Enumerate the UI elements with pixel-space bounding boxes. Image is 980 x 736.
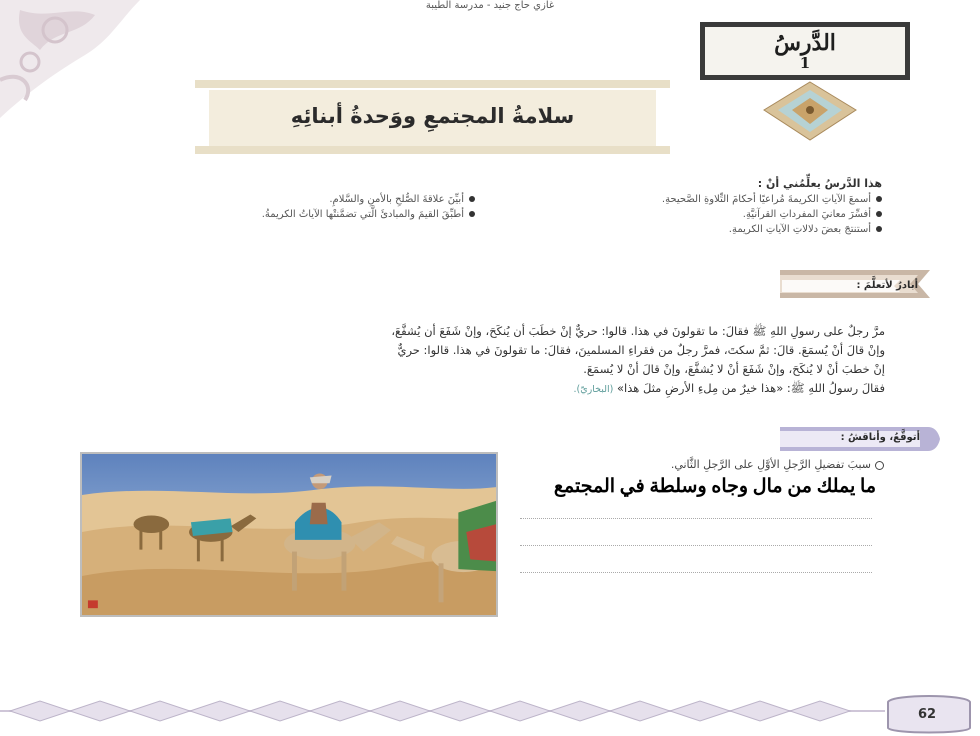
lesson-box <box>700 22 910 80</box>
hadith-line: إنْ خطبَ أنْ لا يُنكَحَ، وإنْ شَفَعَ أنْ لا يُشفَّعَ، وإنْ قالَ أنْ لا يُسمَعَ. <box>583 362 885 376</box>
objective-item: أبيِّنَ علاقةَ الصُّلحِ بالأمنِ والسَّلامِ. <box>329 194 475 205</box>
bullet-icon <box>876 211 882 217</box>
lesson-title: سلامةُ المجتمعِ ووَحدةُ أبنائِهِ <box>290 104 575 128</box>
lesson-number: 1 <box>799 54 811 72</box>
answer-line <box>520 572 872 573</box>
answer-line <box>520 518 872 519</box>
objective-item: أستنتجَ بعضَ دلالاتِ الآياتِ الكريمةِ. <box>729 224 882 235</box>
objectives-heading: هذا الدَّرسُ يعلِّمُني أنْ : <box>757 177 882 190</box>
corner-ornament <box>0 0 150 120</box>
discuss-label: أتوقَّعُ، وأناقشُ : <box>840 432 920 443</box>
bullet-icon <box>469 196 475 202</box>
hadith-line: فقالَ رسولُ اللهِ ﷺ: «هذا خيرٌ من مِلءِ الأرضِ مثلَ هذا» (البخاريّ). <box>573 381 885 395</box>
discuss-question: سببَ تفضيلِ الرَّجلِ الأوَّلِ على الرَّجلِ الثَّاني. <box>671 458 884 471</box>
radio-bullet-icon <box>875 461 884 470</box>
objective-item: أطبِّقَ القيمَ والمبادئَ الَّتي تضمَّنتْها الآياتُ الكريمةُ. <box>262 209 475 220</box>
answer-line <box>520 545 872 546</box>
hadith-line: مرَّ رجلٌ على رسولِ اللهِ ﷺ فقالَ: ما تقولونَ في هذا. قالوا: حريٌّ إنْ خطَبَ أن يُنكَحَ، وإنْ شَفَعَ أن يُشفَّعَ، <box>391 324 885 338</box>
lesson-ornament <box>760 80 860 142</box>
footer-ornament-band <box>0 686 980 736</box>
objective-item: أفسِّرَ معانيَ المفرداتِ القرآنيَّةِ. <box>743 209 882 220</box>
answer-text: ما يملك من مال وجاه وسلطة في المجتمع <box>553 476 876 497</box>
bullet-icon <box>876 196 882 202</box>
hadith-line: وإنْ قالَ أنْ يُسمَعَ. قالَ: ثمَّ سكتَ، فمرَّ رجلٌ من فقراءِ المسلمينَ، فقالَ: ما تقولونَ في هذا. قالوا: حريٌّ <box>397 343 885 357</box>
learn-label: أبادرُ لأتعلَّمَ : <box>856 280 918 291</box>
camel-caravan-illustration <box>80 452 498 617</box>
lesson-word: الدَّرسُ <box>774 30 836 56</box>
hadith-source: (البخاريّ). <box>573 384 614 395</box>
page-number: 62 <box>917 707 937 722</box>
objective-item: أسمعَ الآياتِ الكريمةَ مُراعيًا أحكامَ التِّلاوةِ الصَّحيحةِ. <box>662 194 882 205</box>
bullet-icon <box>876 226 882 232</box>
header-school-line: غازي حاج جنيد - مدرسة الطيبة <box>425 0 555 11</box>
bullet-icon <box>469 211 475 217</box>
